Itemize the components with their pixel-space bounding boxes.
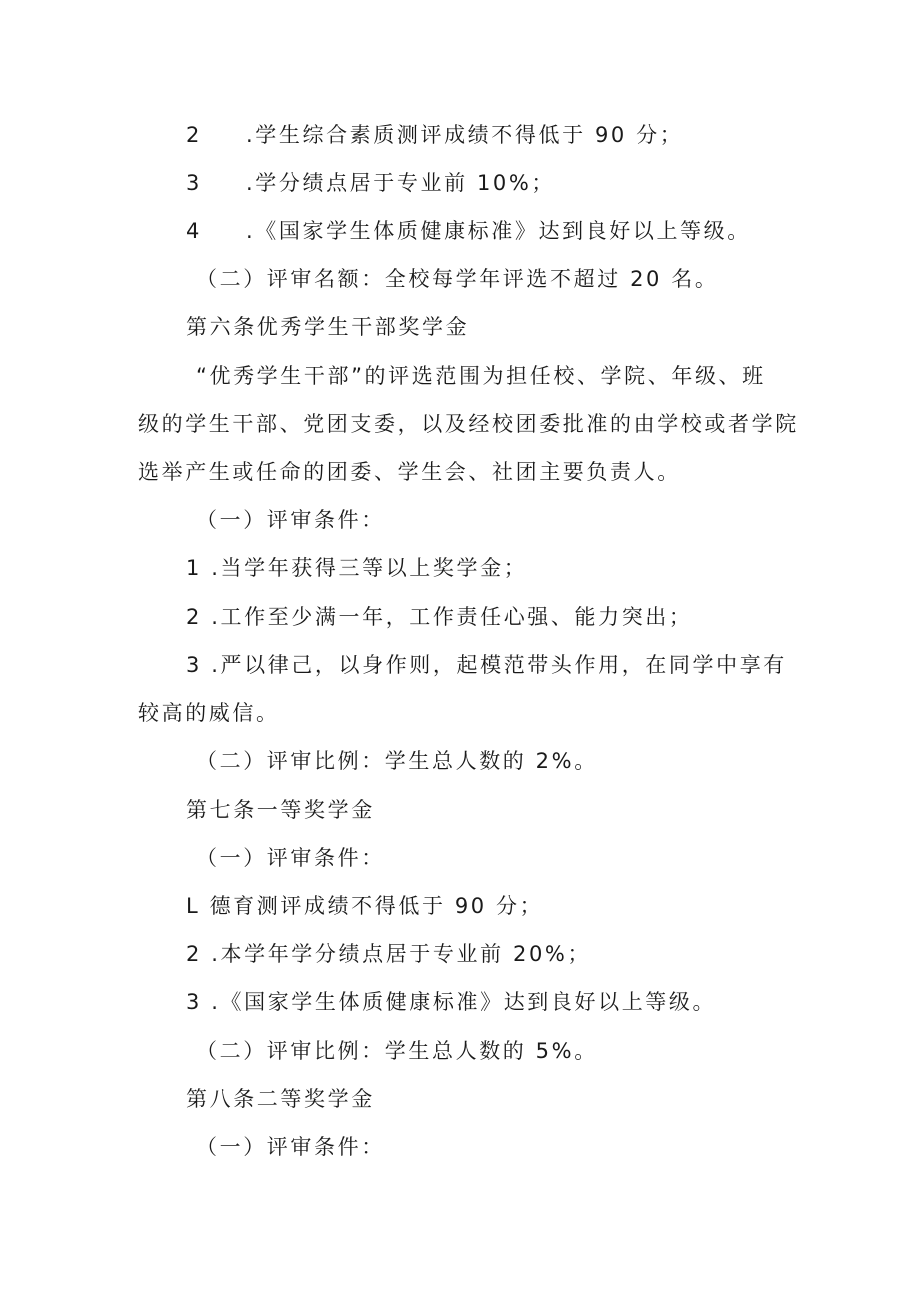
paragraph-line: 3 .严以律己，以身作则，起模范带头作用，在同学中享有: [186, 653, 787, 677]
paragraph-line: （一）评审条件：: [196, 846, 385, 870]
list-text: .学分绩点居于专业前 10%；: [246, 171, 556, 195]
paragraph-line: （二）评审名额：全校每学年评选不超过 20 名。: [196, 267, 719, 291]
paragraph-line: 级的学生干部、党团支委，以及经校团委批准的由学校或者学院: [138, 412, 799, 436]
list-number: 4: [186, 219, 202, 243]
paragraph-line: L 德育测评成绩不得低于 90 分；: [186, 894, 544, 918]
list-item-4: [186, 216, 751, 246]
paragraph-line: 2 .本学年学分绩点居于专业前 20%；: [186, 942, 592, 966]
paragraph-line: 2 .工作至少满一年，工作责任心强、能力突出；: [186, 605, 693, 629]
section-heading: 第七条一等奖学金: [186, 798, 375, 822]
section-heading: 第六条优秀学生干部奖学金: [186, 315, 470, 339]
paragraph-line: “优秀学生干部”的评选范围为担任校、学院、年级、班: [196, 364, 766, 388]
list-number: 2: [186, 123, 202, 147]
list-text: .《国家学生体质健康标准》达到良好以上等级。: [246, 219, 751, 243]
list-text: .学生综合素质测评成绩不得低于 90 分；: [246, 123, 684, 147]
paragraph-line: （一）评审条件：: [196, 1135, 385, 1159]
paragraph-line: （一）评审条件：: [196, 508, 385, 532]
list-item-3: [186, 168, 555, 198]
list-number: 3: [186, 171, 202, 195]
paragraph-line: 选举产生或任命的团委、学生会、社团主要负责人。: [138, 460, 681, 484]
paragraph-line: 1 .当学年获得三等以上奖学金；: [186, 556, 528, 580]
paragraph-line: （二）评审比例：学生总人数的 2%。: [196, 749, 598, 773]
paragraph-line: （二）评审比例：学生总人数的 5%。: [196, 1039, 598, 1063]
paragraph-line: 较高的威信。: [138, 701, 280, 725]
paragraph-line: 3 .《国家学生体质健康标准》达到良好以上等级。: [186, 990, 717, 1014]
section-heading: 第八条二等奖学金: [186, 1087, 375, 1111]
list-item-2: [186, 120, 683, 150]
